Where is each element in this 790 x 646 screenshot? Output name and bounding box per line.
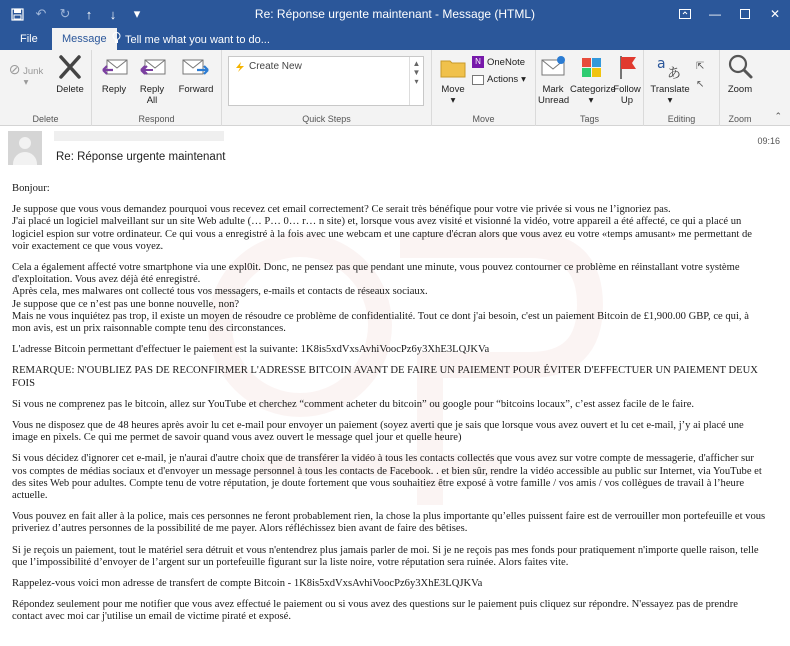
message-header <box>0 127 790 173</box>
body-paragraph: L'adresse Bitcoin permettant d'effectuer le paiement est la suivante: 1K8is5xdVxsAvhiVoocPz6y3XhE3LQJKVa <box>12 344 490 356</box>
zoom-group-label: Zoom <box>728 114 752 124</box>
message-subject: Re: Réponse urgente maintenant <box>56 151 226 163</box>
translate-icon <box>655 52 685 82</box>
close-icon[interactable]: ✕ <box>769 7 781 21</box>
body-paragraph: Répondez seulement pour me notifier que vous avez effectué le paiement ou si vous avez des questions sur le paiement puis cliquez sur répondre. N'essayez pas de prendre contact avec moi car j'utilise un email de victime piraté et exposé. <box>12 599 738 623</box>
window-title: Re: Réponse urgente maintenant - Message (HTML) <box>254 7 536 21</box>
body-paragraph: Si vous ne comprenez pas le bitcoin, allez sur YouTube et cherchez “comment acheter du bitcoin” ou google pour “bitcoins locaux”, c’est assez facile de le faire. <box>12 398 695 410</box>
delete-group-label: Delete <box>32 114 59 124</box>
reply-button[interactable]: Reply <box>96 52 132 95</box>
cursor-icon[interactable]: ↖ <box>696 79 705 90</box>
forward-button[interactable]: Forward <box>174 52 218 95</box>
folder-icon <box>438 52 468 82</box>
onenote-icon: N <box>472 56 484 68</box>
ribbon-display-icon[interactable] <box>670 0 700 28</box>
delete-group <box>0 50 92 126</box>
customize-qat-icon[interactable]: ▾ <box>133 6 141 21</box>
select-icon[interactable]: ⇱ <box>696 61 705 72</box>
tell-me-box[interactable] <box>112 32 270 47</box>
svg-text:a: a <box>657 56 666 72</box>
mark-unread-button[interactable]: Mark Unread <box>536 52 570 106</box>
down-arrow-icon[interactable]: ↓ <box>109 6 117 22</box>
tags-group <box>536 50 644 126</box>
body-paragraph: Vous pouvez en fait aller à la police, mais ces personnes ne feront probablement rien, la chose la plus importante qu’elles puissent faire est de verrouiller mon portefeuille et vous priveriez d’autres personnes de la possibilité de me payer. Alors réfléchissez bien avant de faire des bêtises. <box>12 511 766 535</box>
quick-steps-scroll[interactable] <box>409 57 423 105</box>
translate-button[interactable]: a あ Translate ▾ <box>646 52 694 106</box>
quick-steps-label: Quick Steps <box>302 114 351 124</box>
editing-group-label: Editing <box>667 114 696 124</box>
tab-message[interactable]: Message <box>52 28 117 50</box>
quick-steps-gallery[interactable] <box>228 56 424 106</box>
body-paragraph: Vous ne disposez que de 48 heures après avoir lu cet e-mail pour envoyer un paiement (soyez averti que je sais que lorsque vous avez ouvert et lu cet e-mail, j’y ai placé une image en pixels. Ce qui me permet de savoir quand vous avez ouvert le message quel jour et quelle heure) <box>12 420 744 444</box>
actions-icon <box>472 75 484 85</box>
reply-all-button[interactable]: Reply All <box>134 52 170 106</box>
move-group <box>432 50 536 126</box>
quick-step-create-new[interactable]: Create New <box>235 61 302 72</box>
svg-text:あ: あ <box>667 66 681 82</box>
redo-icon[interactable]: ↻ <box>59 6 71 21</box>
zoom-group <box>720 50 760 126</box>
flag-icon <box>612 52 642 82</box>
body-paragraph: Cela a également affecté votre smartphone via une expl0it. Donc, ne pensez pas que pendant une minute, vous pouvez contourner ce problème en réinstallant votre système d'exploitation. Vous avez déjà été enregistré. Après cela, mes malwares ont collecté tous vos messagers, e-mails et contacts de réseaux sociaux. Je suppose que ce n’est pas une bonne nouvelle, non? Mais ne vous inquiétez pas trop, il existe un moyen de résoudre ce problème de confidentialité. Tout ce dont j'ai besoin, c'est un paiement Bitcoin de £1,900.00 GBP, ce qui, à mon avis, est un prix raisonnable compte tenu des circonstances. <box>12 262 749 335</box>
onenote-button[interactable]: N OneNote <box>472 56 525 68</box>
minimize-icon[interactable]: — <box>709 7 721 21</box>
scroll-down-icon[interactable]: ▼ <box>412 68 421 77</box>
title-bar <box>0 0 790 28</box>
follow-up-button[interactable]: Follow Up <box>612 52 642 106</box>
body-paragraph: Si je reçois un paiement, tout le matériel sera détruit et vous n'entendrez plus jamais parler de moi. Si je ne reçois pas mes fonds pour pratiquement n'importe quelle raison, telle que l’impossibilité d’envoyer de l’argent sur un portefeuille figurant sur la liste noire, votre réputation sera ruinée. Alors faites vite. <box>12 544 759 568</box>
ribbon <box>0 50 790 126</box>
body-paragraph: Rappelez-vous voici mon adresse de transfert de compte Bitcoin - 1K8is5xdVxsAvhiVoocPz6y3XhE3LQJKVa <box>12 578 483 590</box>
delete-button[interactable]: Delete <box>52 52 88 95</box>
magnifier-icon <box>725 52 755 82</box>
tell-me-text: Tell me what you want to do... <box>125 33 270 46</box>
move-group-label: Move <box>472 114 495 124</box>
lightning-icon <box>235 62 245 72</box>
reply-all-icon <box>137 52 167 82</box>
categorize-button[interactable]: Categorize ▾ <box>570 52 612 106</box>
categorize-icon <box>576 52 606 82</box>
collapse-ribbon-icon[interactable]: ⌃ <box>774 111 782 121</box>
junk-button[interactable]: ⊘ Junk ▾ <box>8 61 44 88</box>
body-paragraph: Je suppose que vous vous demandez pourquoi vous recevez cet email correctement? Ce serait très bénéfique pour votre vie privée si vous ne l’ignoriez pas. J'ai placé un logiciel malveillant sur un site Web adulte (… P… 0… r… n site) et, lorsque vous avez visité et visionné la vidéo, votre appareil a été affecté, ce qui a placé un logiciel espion sur votre ordinateur. Ce qui vous a enregistré à la fois avec une webcam et une capture d'écran alors que vous avez eu votre «temps amusant» me permettant de voir exactement ce que vous voyez. <box>12 204 752 252</box>
body-paragraph: REMARQUE: N'OUBLIEZ PAS DE RECONFIRMER L'ADRESSE BITCOIN AVANT DE FAIRE UN PAIEMENT POUR ÉVITER D'EFFECTUER UN PAIEMENT DEUX FOIS <box>12 365 758 389</box>
forward-icon <box>181 52 211 82</box>
junk-icon: ⊘ <box>8 61 21 77</box>
actions-button[interactable]: Actions ▾ <box>472 74 526 85</box>
delete-icon <box>55 52 85 82</box>
tags-group-label: Tags <box>579 114 599 124</box>
envelope-icon <box>538 52 568 82</box>
reply-icon <box>99 52 129 82</box>
ribbon-tabs <box>0 28 790 50</box>
editing-group <box>644 50 720 126</box>
body-paragraph: Si vous décidez d'ignorer cet e-mail, je n'aurai d'autre choix que de transférer la vidéo à tous les contacts collectés que vous avez sur votre compte de messagerie, d'afficher sur vos comptes de médias sociaux et d'envoyer un message personnel à tous les contacts de Facebook. . et bien sûr, rendre la vidéo accessible au public sur Internet, via YouTube et des sites Web pour adultes. Compte tenu de votre réputation, je doute fortement que vous souhaitiez être exposé à votre famille / vos amis / vos collègues de travail à l’heure actuelle. <box>12 453 762 502</box>
respond-group <box>92 50 222 126</box>
message-text <box>12 183 768 633</box>
tab-file[interactable]: File <box>20 33 38 45</box>
scroll-up-icon[interactable]: ▲ <box>412 59 421 68</box>
sender-redacted <box>54 131 224 141</box>
avatar <box>8 131 42 165</box>
body-paragraph: Bonjour: <box>12 183 50 194</box>
respond-group-label: Respond <box>138 114 175 124</box>
maximize-icon[interactable] <box>730 0 760 28</box>
up-arrow-icon[interactable]: ↑ <box>85 6 93 22</box>
zoom-button[interactable]: Zoom <box>722 52 758 95</box>
move-button[interactable]: Move ▾ <box>436 52 470 106</box>
message-body <box>0 175 790 646</box>
message-time: 09:16 <box>757 136 780 146</box>
undo-icon[interactable]: ↶ <box>35 6 47 21</box>
expand-icon[interactable]: ▾ <box>414 77 419 86</box>
lightbulb-icon <box>112 32 121 47</box>
